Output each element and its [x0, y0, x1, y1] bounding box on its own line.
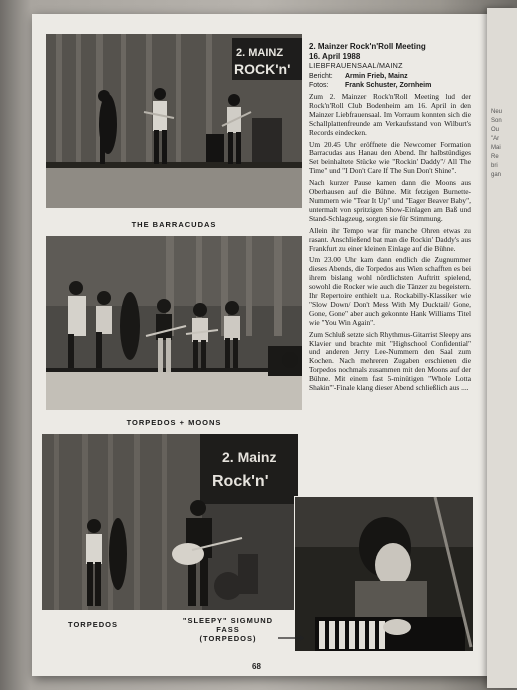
next-page-fragment: Neu	[491, 109, 503, 115]
article-paragraph: Zum 2. Mainzer Rock'n'Roll Meeting lud der Rock'n'Roll Club Bodenheim am 16. April in den Mainzer Liebfrauensaal. Im Vorraum konnten sich die Schallplattenfreunde am Verkaufsstand von Wilburt's Records eindecken.	[309, 92, 471, 137]
credit-bericht-label: Bericht:	[309, 73, 333, 80]
next-page-fragment: "Ar	[491, 136, 500, 142]
credit-fotos-value: Frank Schuster, Zornheim	[345, 81, 432, 89]
photo-torpedos	[42, 434, 298, 610]
caption-sleepy-line1: "SLEEPY" SIGMUND FASS	[182, 616, 274, 634]
photo-torpedos-moons	[46, 236, 302, 410]
caption-sleepy	[178, 616, 278, 643]
next-page-fragment: Re	[491, 154, 499, 160]
article-paragraph: Nach kurzer Pause kamen dann die Moons aus Oberhausen auf die Bühne. Mit fetzigen Burnette-Nummern wie "Tear It Up" und "Eager Beaver Baby", untermalt von spritzigen Show-Einlagen am Baß und Stand-Schlagzeug, sorgten sie für Stimmung.	[309, 178, 471, 223]
caption-barracudas: THE BARRACUDAS	[131, 220, 217, 229]
next-page-fragment: Son	[491, 118, 502, 124]
page-number: 68	[252, 662, 261, 671]
next-page-edge	[487, 8, 517, 688]
article-paragraph: Allein ihr Tempo war für manche Ohren etwas zu rasant. Anschließend bat man die Rockin' Daddy's aus Frankfurt zu einer kleinen Einlage auf die Bühne.	[309, 225, 471, 253]
article-venue: LIEBFRAUENSAAL/MAINZ	[309, 61, 403, 70]
photo-barracudas	[46, 34, 302, 208]
next-page-fragment: bri	[491, 163, 498, 169]
credit-fotos	[309, 82, 471, 91]
caption-torpedos-moons: TORPEDOS + MOONS	[126, 418, 222, 427]
svg-text:ROCK'n': ROCK'n'	[234, 61, 291, 77]
next-page-fragment: gan	[491, 172, 502, 178]
article	[309, 42, 471, 393]
svg-text:Rock'n': Rock'n'	[212, 473, 269, 490]
caption-torpedos: TORPEDOS	[68, 620, 118, 629]
arrow-right-icon	[278, 635, 304, 641]
svg-text:2. MAINZ: 2. MAINZ	[236, 47, 284, 59]
credit-bericht	[309, 73, 471, 82]
photo-sleepy-sigmund-fass	[294, 496, 474, 652]
next-page-fragment: Mai	[491, 145, 501, 151]
article-title: 2. Mainzer Rock'n'Roll Meeting	[309, 42, 426, 51]
article-paragraph: Zum Schluß setzte sich Rhythmus-Gitarrist Sleepy ans Klavier und brachte mit "Highschool Confidential" und anderen Jerry Lee-Nummern den Saal zum Kochen. Nach mehreren Zugaben erschienen die Torpedos nochmals zusammen mit den Moons auf der Bühne. Mit einem fast 5-minütigen "Whole Lotta Shakin'"-Finale klang dieser Abend schließlich aus ....	[309, 329, 471, 393]
credit-bericht-value: Armin Frieb, Mainz	[345, 73, 408, 80]
next-page-fragment: Ou	[491, 127, 500, 133]
svg-text:2. Mainz: 2. Mainz	[222, 449, 277, 465]
magazine-page	[32, 14, 487, 676]
article-paragraph: Um 23.00 Uhr kam dann endlich die Zugnummer dieses Abends, die Torpedos aus Wien schafften es bei ihrem bislang wohl nördlichsten Auftritt spielend, sowohl die Rocker wie auch die Tänzer zu begeistern. Ihr Repertoire enthielt u.a. Rockabilly-Klassiker wie "Slow Down/ Don't Mess With My Ducktail/ Gone, Gone, Gone" aber auch gekonnte Hank Williams Titel wie "You Win Again".	[309, 255, 471, 327]
article-paragraph: Um 20.45 Uhr eröffnete die Newcomer Formation Barracudas aus Hanau den Abend. Ihr halbstündiges Set beinhaltete Stücke wie "Rockin' Daddy"/ All The Time" und "I Don't Care If The Sun Don't Shine".	[309, 139, 471, 176]
caption-sleepy-line2: (TORPEDOS)	[199, 634, 257, 643]
article-date: 16. April 1988	[309, 51, 361, 61]
credit-fotos-label: Fotos:	[309, 81, 329, 89]
